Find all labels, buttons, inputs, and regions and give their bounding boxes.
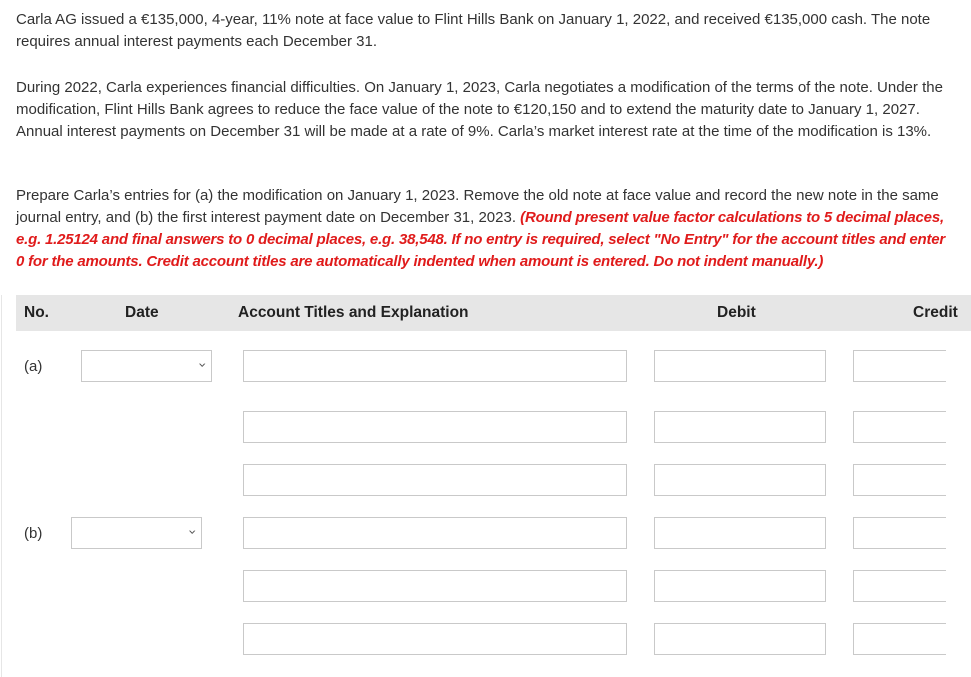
credit-input-a-3[interactable] xyxy=(853,464,946,496)
header-date: Date xyxy=(125,304,159,321)
entry-label-b: (b) xyxy=(24,525,43,542)
credit-input-a-2[interactable] xyxy=(853,411,946,443)
credit-input-b-3[interactable] xyxy=(853,623,946,655)
problem-paragraph-3 xyxy=(16,185,956,273)
journal-table-header xyxy=(16,295,971,331)
debit-input-a-2[interactable] xyxy=(654,411,826,443)
account-input-a-3[interactable] xyxy=(243,464,627,496)
credit-input-a-1[interactable] xyxy=(853,350,946,382)
account-input-a-1[interactable] xyxy=(243,350,627,382)
task-text: Prepare Carla’s entries for (a) the modification on January 1, 2023. Remove the old note at face value and record the new note in the same journal entry, and (b) the first interest payment date on December 31, 2023. xyxy=(16,187,939,226)
account-input-a-2[interactable] xyxy=(243,411,627,443)
header-credit: Credit xyxy=(913,304,958,321)
header-debit: Debit xyxy=(717,304,756,321)
header-account-titles: Account Titles and Explanation xyxy=(238,304,469,321)
debit-input-a-3[interactable] xyxy=(654,464,826,496)
chevron-down-icon: › xyxy=(184,529,201,535)
debit-input-b-2[interactable] xyxy=(654,570,826,602)
account-input-b-3[interactable] xyxy=(243,623,627,655)
debit-input-b-3[interactable] xyxy=(654,623,826,655)
header-no: No. xyxy=(24,304,49,321)
problem-paragraph-2: During 2022, Carla experiences financial difficulties. On January 1, 2023, Carla negotiates a modification of the terms of the note. Under the modification, Flint Hills Bank agrees to reduce the face value of the note to €120,150 and to extend the maturity date to January 1, 2027. Annual interest payments on December 31 will be made at a rate of 9%. Carla’s market interest rate at the time of the modification is 13%. xyxy=(16,79,943,140)
date-select-b[interactable] xyxy=(71,517,202,549)
problem-paragraph-1: Carla AG issued a €135,000, 4-year, 11% note at face value to Flint Hills Bank on January 1, 2022, and received €135,000 cash. The note requires annual interest payments each December 31. xyxy=(16,11,931,50)
instructions-text: (Round present value factor calculations to 5 decimal places, e.g. 1.25124 and final answers to 0 decimal places, e.g. 38,548. If no entry is required, select "No Entry" for the account titles and enter 0 for the amounts. Credit account titles are automatically indented when amount is entered. Do not indent manually.) xyxy=(16,209,946,270)
chevron-down-icon: › xyxy=(194,362,211,368)
account-input-b-2[interactable] xyxy=(243,570,627,602)
account-input-b-1[interactable] xyxy=(243,517,627,549)
credit-input-b-1[interactable] xyxy=(853,517,946,549)
entry-label-a: (a) xyxy=(24,358,43,375)
debit-input-b-1[interactable] xyxy=(654,517,826,549)
date-select-a[interactable] xyxy=(81,350,212,382)
credit-input-b-2[interactable] xyxy=(853,570,946,602)
debit-input-a-1[interactable] xyxy=(654,350,826,382)
